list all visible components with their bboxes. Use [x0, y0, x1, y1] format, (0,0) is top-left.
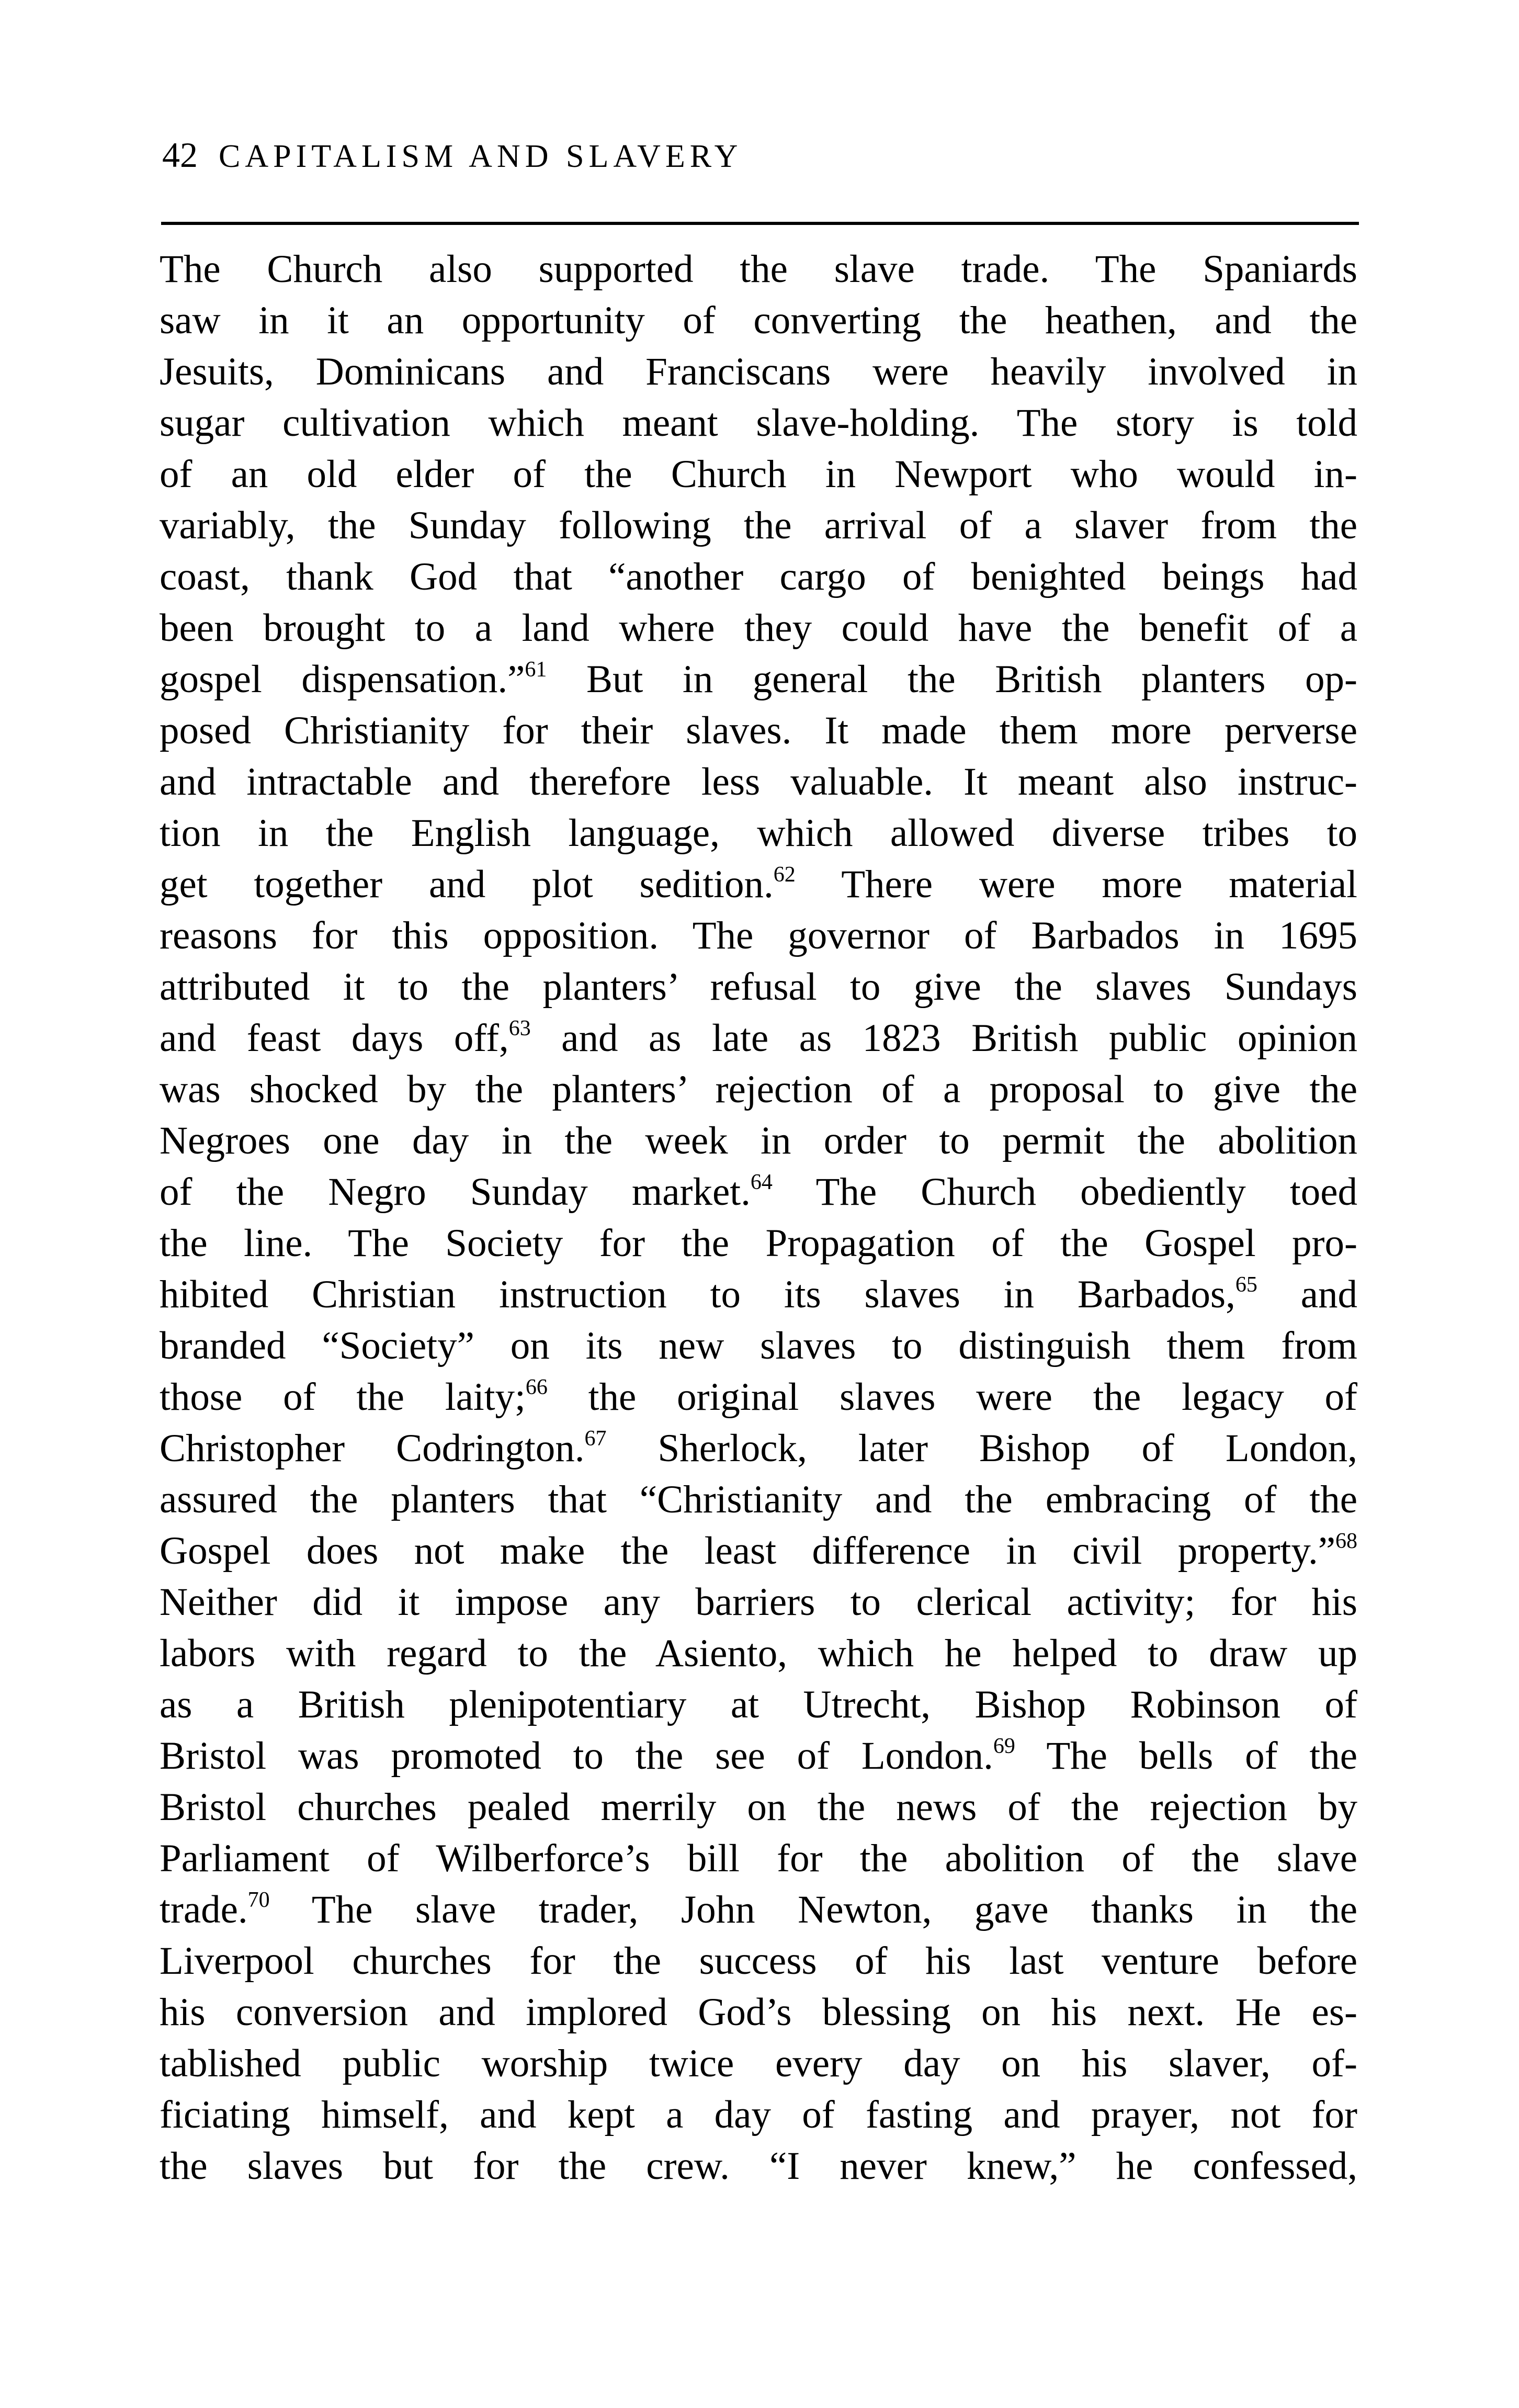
text-line [160, 1115, 1357, 1167]
text-segment: of the Negro Sunday market. [160, 1170, 751, 1214]
text-segment: Sherlock, later Bishop of London, [606, 1427, 1357, 1470]
text-segment: was shocked by the planters’ rejection of a proposal to give the [160, 1068, 1357, 1111]
text-line [160, 705, 1357, 756]
text-segment: variably, the Sunday following the arrival of a slaver from the [160, 504, 1357, 547]
text-line [160, 1064, 1357, 1115]
footnote-ref: 67 [584, 1427, 607, 1451]
text-segment: coast, thank God that “another cargo of benighted beings had [160, 555, 1357, 598]
text-line [160, 859, 1357, 910]
text-segment: as a British plenipotentiary at Utrecht, Bishop Robinson of [160, 1683, 1357, 1726]
text-line [160, 244, 1357, 295]
text-segment: assured the planters that “Christianity and the embracing of the [160, 1478, 1357, 1521]
text-segment: tion in the English language, which allowed diverse tribes to [160, 811, 1357, 855]
text-segment: his conversion and implored God’s blessing on his next. He es- [160, 1991, 1357, 2034]
text-segment: Jesuits, Dominicans and Franciscans were heavily involved in [160, 350, 1357, 393]
text-segment: the original slaves were the legacy of [547, 1375, 1357, 1419]
text-segment: and as late as 1823 British public opinion [530, 1016, 1357, 1060]
text-line [160, 1320, 1357, 1372]
text-line [160, 1833, 1357, 1884]
text-segment: and feast days off, [160, 1016, 509, 1060]
running-head [162, 137, 1365, 173]
text-segment: Bristol was promoted to the see of London. [160, 1734, 993, 1778]
footnote-ref: 66 [525, 1375, 548, 1399]
text-segment: Parliament of Wilberforce’s bill for the abolition of the slave [160, 1837, 1357, 1880]
text-line [160, 1218, 1357, 1269]
text-segment: Christopher Codrington. [160, 1427, 585, 1470]
footnote-ref: 69 [993, 1734, 1015, 1758]
text-segment: been brought to a land where they could have the benefit of a [160, 606, 1357, 650]
text-segment: Liverpool churches for the success of his last venture before [160, 1939, 1357, 1983]
text-segment: ficiating himself, and kept a day of fasting and prayer, not for [160, 2093, 1357, 2136]
text-segment: those of the laity; [160, 1375, 526, 1419]
text-segment: and intractable and therefore less valuable. It meant also instruc- [160, 760, 1357, 804]
text-line [160, 1782, 1357, 1833]
text-line [160, 603, 1357, 654]
text-line [160, 1628, 1357, 1679]
text-segment: sugar cultivation which meant slave-holding. The story is told [160, 401, 1357, 445]
text-segment: and [1257, 1273, 1357, 1316]
text-segment: But in general the British planters op- [547, 658, 1357, 701]
footnote-ref: 62 [773, 863, 796, 887]
text-line [160, 500, 1357, 551]
text-line [160, 551, 1357, 603]
text-line [160, 910, 1357, 962]
running-title: CAPITALISM AND SLAVERY [219, 139, 743, 174]
text-segment: of an old elder of the Church in Newport who would in- [160, 453, 1357, 496]
text-segment: branded “Society” on its new slaves to distinguish them from [160, 1324, 1357, 1367]
text-segment: get together and plot sedition. [160, 863, 774, 906]
text-segment: Gospel does not make the least difference in civil property.” [160, 1529, 1335, 1573]
body-text [160, 244, 1357, 2192]
text-line [160, 449, 1357, 500]
text-line [160, 1423, 1357, 1474]
text-segment: The bells of the [1015, 1734, 1357, 1778]
footnote-ref: 63 [508, 1016, 531, 1041]
text-line [160, 2089, 1357, 2141]
text-line [160, 808, 1357, 859]
text-line [160, 1525, 1357, 1577]
text-segment: The Church also supported the slave trade. The Spaniards [160, 247, 1357, 291]
text-segment: Bristol churches pealed merrily on the news of the rejection by [160, 1785, 1357, 1829]
text-segment: Neither did it impose any barriers to clerical activity; for his [160, 1580, 1357, 1624]
text-line [160, 1731, 1357, 1782]
text-line [160, 1987, 1357, 2038]
text-line [160, 756, 1357, 808]
text-line [160, 1167, 1357, 1218]
text-line [160, 962, 1357, 1013]
text-line [160, 1936, 1357, 1987]
text-line [160, 1474, 1357, 1525]
footnote-ref: 70 [247, 1888, 270, 1912]
footnote-ref: 65 [1235, 1273, 1257, 1297]
text-segment: tablished public worship twice every day on his slaver, of- [160, 2042, 1357, 2085]
text-line [160, 1884, 1357, 1936]
text-segment: posed Christianity for their slaves. It made them more perverse [160, 709, 1357, 752]
text-segment: trade. [160, 1888, 248, 1931]
text-line [160, 1269, 1357, 1320]
text-segment: There were more material [795, 863, 1357, 906]
text-line [160, 1372, 1357, 1423]
text-line [160, 295, 1357, 346]
header-rule [161, 222, 1359, 225]
text-segment: The slave trader, John Newton, gave thanks in the [269, 1888, 1357, 1931]
footnote-ref: 61 [525, 658, 547, 682]
text-line [160, 2038, 1357, 2089]
text-segment: attributed it to the planters’ refusal to give the slaves Sundays [160, 965, 1357, 1009]
text-line [160, 398, 1357, 449]
text-segment: reasons for this opposition. The governor of Barbados in 1695 [160, 914, 1357, 957]
text-segment: Negroes one day in the week in order to permit the abolition [160, 1119, 1357, 1162]
text-segment: the slaves but for the crew. “I never knew,” he confessed, [160, 2144, 1357, 2188]
text-line [160, 1013, 1357, 1064]
text-segment: gospel dispensation.” [160, 658, 525, 701]
text-segment: The Church obediently toed [772, 1170, 1357, 1214]
text-line [160, 654, 1357, 705]
footnote-ref: 64 [750, 1170, 773, 1194]
text-line [160, 1577, 1357, 1628]
text-segment: saw in it an opportunity of converting the heathen, and the [160, 299, 1357, 342]
text-segment: hibited Christian instruction to its slaves in Barbados, [160, 1273, 1235, 1316]
text-segment: labors with regard to the Asiento, which he helped to draw up [160, 1632, 1357, 1675]
text-line [160, 346, 1357, 398]
footnote-ref: 68 [1335, 1529, 1357, 1553]
text-line [160, 1679, 1357, 1731]
text-segment: the line. The Society for the Propagation of the Gospel pro- [160, 1222, 1357, 1265]
text-line [160, 2141, 1357, 2192]
page-number: 42 [162, 135, 198, 175]
